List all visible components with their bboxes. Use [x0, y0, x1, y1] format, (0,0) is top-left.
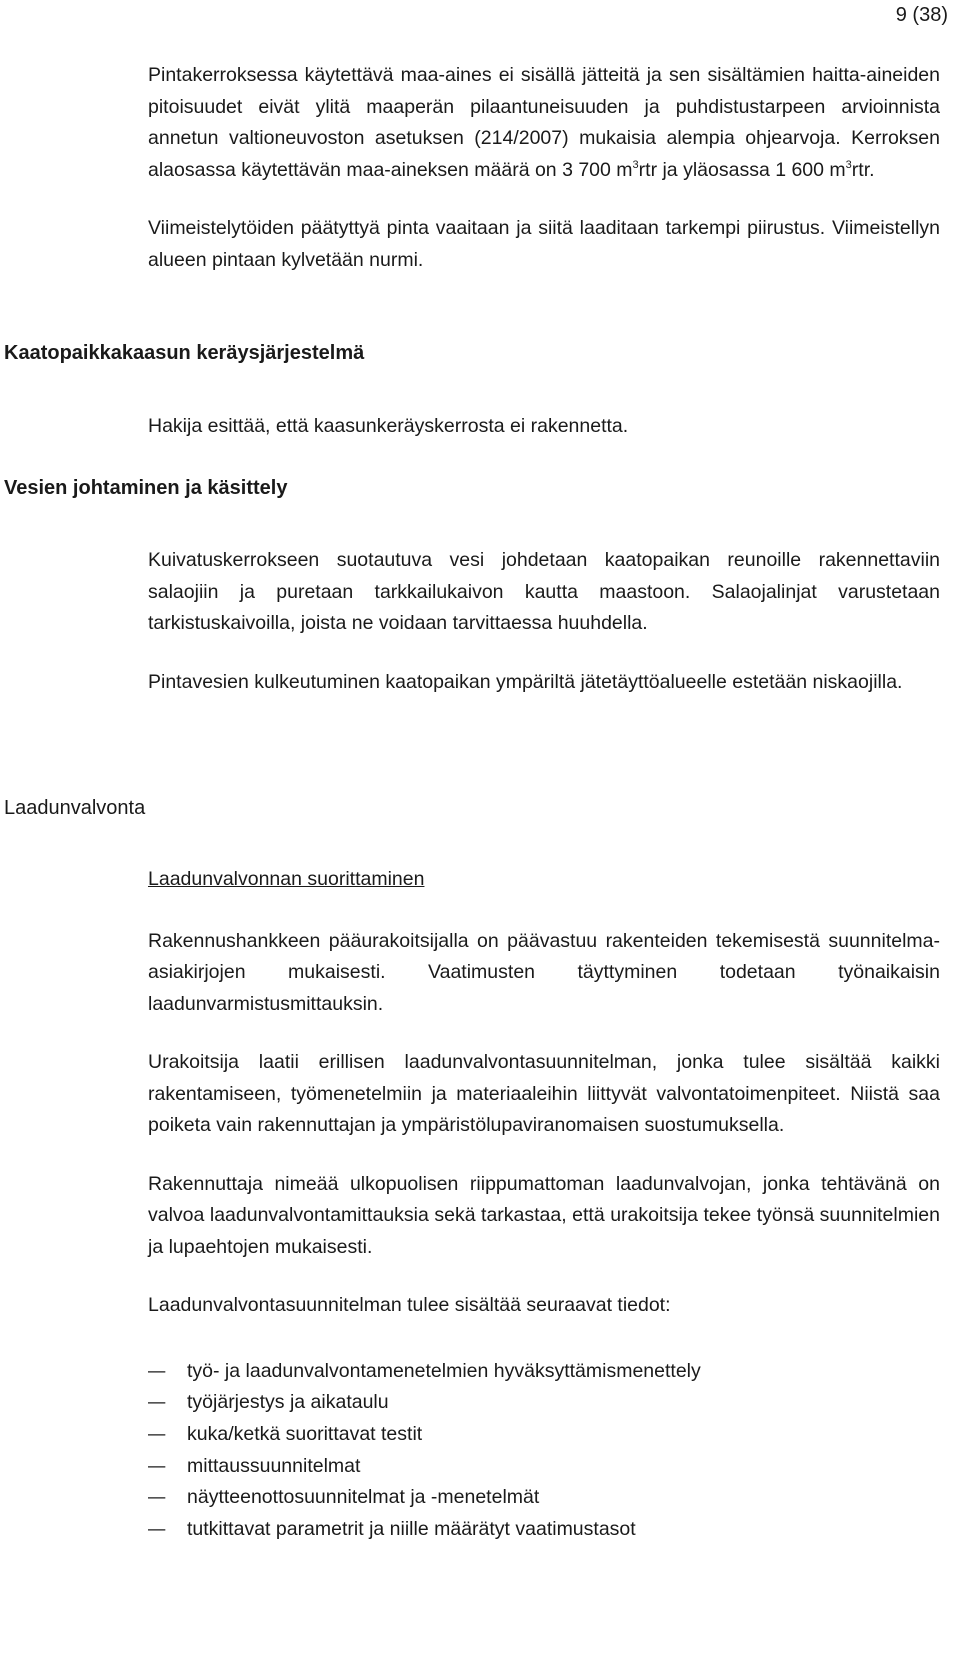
paragraph-kaasu: Hakija esittää, että kaasunkeräyskerrosta ei rakennetta.: [148, 415, 629, 437]
section-vesi: [148, 545, 940, 698]
list-item: – tutkittavat parametrit ja niille määrätyt vaatimustasot: [148, 1514, 940, 1546]
paragraph-valvoja: Rakennuttaja nimeää ulkopuolisen riippumattoman laadunvalvojan, jonka tehtävänä on valvoa laadunvalvontamittauksia sekä tarkastaa, että urakoitsija tekee työnsä suunnitelmien ja lupaehtojen mukaisesti.: [148, 1172, 940, 1258]
section-laadunvalvonta: [148, 864, 940, 1546]
subheading-laadunvalvonnan-suorittaminen: Laadunvalvonnan suorittaminen: [148, 868, 425, 890]
section-kaasu: [148, 411, 940, 443]
list-item: – työjärjestys ja aikataulu: [148, 1387, 940, 1419]
heading-kaasunkeraysjarjestelma: Kaatopaikkakaasun keräysjärjestelmä: [4, 342, 365, 364]
paragraph-viimeistely: Viimeistelytöiden päätyttyä pinta vaaitaan ja siitä laaditaan tarkempi piirustus. Viimeistellyn alueen pintaan kylvetään nurmi.: [148, 217, 940, 271]
paragraph-suunnitelma: Urakoitsija laatii erillisen laadunvalvontasuunnitelman, jonka tulee sisältää kaikki rakentamiseen, työmenetelmiin ja materiaaleihin liittyvät valvontatoimenpiteet. Niistä saa poiketa vain rakennuttajan ja ympäristölupaviranomaisen suostumuksella.: [148, 1051, 940, 1136]
page-number: 9 (38): [895, 4, 948, 26]
section-pintakerros: [148, 60, 940, 276]
paragraph-vastuu: Rakennushankkeen pääurakoitsijalla on päävastuu rakenteiden tekemisestä suunnitelma-asiakirjojen mukaisesti. Vaatimusten täyttyminen todetaan työnaikaisin laadunvarmistusmittauksin.: [148, 929, 940, 1015]
list-item: – työ- ja laadunvalvontamenetelmien hyväksyttämismenettely: [148, 1356, 940, 1388]
list-item: – kuka/ketkä suorittavat testit: [148, 1419, 940, 1451]
paragraph-pintakerros: Pintakerroksessa käytettävä maa-aines ei sisällä jätteitä ja sen sisältämien haitta-aineiden pitoisuudet eivät ylitä maaperän pilaantuneisuuden ja puhdistustarpeen arvioinnista annetun valtioneuvoston asetuksen (214/2007) mukaisia alempia ohjearvoja. Kerroksen alaosassa käytettävän maa-aineksen määrä on 3 700 $m^3rtr$ ja yläosassa 1 600 $m^3rtr$.: [148, 64, 940, 181]
requirements-list: [148, 1356, 940, 1546]
list-item: – mittaussuunnitelmat: [148, 1451, 940, 1483]
paragraph-tiedot: Laadunvalvontasuunnitelman tulee sisältää seuraavat tiedot:: [148, 1294, 671, 1316]
list-item: – näytteenottosuunnitelmat ja -menetelmät: [148, 1482, 940, 1514]
heading-vesien-johtaminen: Vesien johtaminen ja käsittely: [4, 477, 288, 499]
heading-laadunvalvonta: Laadunvalvonta: [4, 797, 146, 819]
paragraph-kuivatus: Kuivatuskerrokseen suotautuva vesi johdetaan kaatopaikan reunoille rakennettaviin salaojiin ja puretaan tarkkailukaivon kautta maastoon. Salaojalinjat varustetaan tarkistuskaivoilla, joista ne voidaan tarvittaessa huuhdella.: [148, 549, 940, 634]
paragraph-pintavesi: Pintavesien kulkeutuminen kaatopaikan ympäriltä jätetäyttöalueelle estetään niskaojilla.: [148, 670, 903, 693]
